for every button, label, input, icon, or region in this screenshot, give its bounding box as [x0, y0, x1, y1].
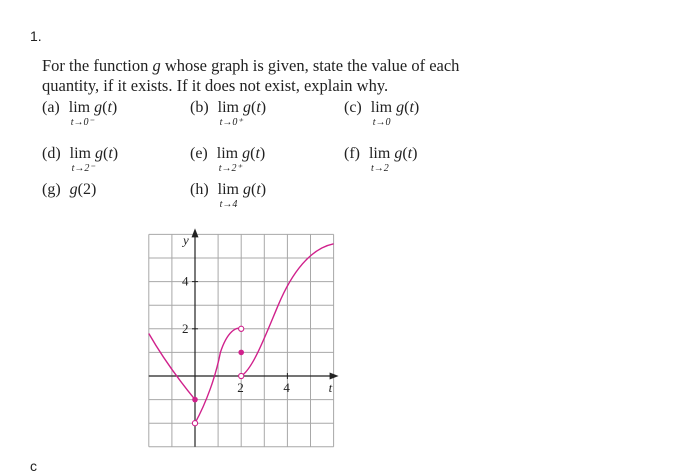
limit-subscript: t→2 — [370, 163, 389, 174]
part-expression: g(t) — [95, 145, 119, 162]
t-axis-label: t — [328, 380, 333, 395]
part-expression: g(t) — [396, 99, 420, 116]
x-tick-label: 2 — [237, 380, 244, 395]
part-expression: g(t) — [243, 99, 267, 116]
open-point — [192, 421, 197, 426]
part-label: (f) — [344, 145, 360, 162]
y-tick-label: 2 — [182, 320, 189, 336]
limit-subscript: t→2⁺ — [218, 163, 242, 174]
problem-number: 1. — [30, 28, 42, 44]
prompt-variable: g — [152, 56, 161, 75]
prompt-text-start: For the function — [42, 56, 153, 75]
x-tick-label: 4 — [283, 380, 290, 395]
open-point — [239, 373, 244, 378]
part-label: (a) — [42, 99, 60, 116]
limit-subscript: t→0 — [372, 117, 391, 128]
part-expression: g(t) — [394, 145, 418, 162]
limit-subscript: t→2⁻ — [71, 163, 95, 174]
part-label: (c) — [344, 99, 362, 116]
limit-operator: lim t→0 — [370, 99, 393, 128]
limit-operator: lim t→2⁺ — [216, 145, 242, 174]
limit-operator: lim t→0⁺ — [217, 99, 243, 128]
limit-operator: lim t→0⁻ — [68, 99, 94, 128]
limit-operator: lim t→4 — [217, 181, 239, 210]
part-expression: g(t) — [94, 99, 118, 116]
part-expression: g(2) — [69, 181, 97, 198]
part-expression: g(t) — [243, 181, 267, 198]
open-point — [239, 326, 244, 331]
limit-subscript: t→4 — [219, 199, 238, 210]
y-tick-label: 4 — [182, 273, 189, 289]
part-label: (h) — [190, 181, 209, 198]
filled-point — [238, 350, 244, 356]
limit-subscript: t→0⁺ — [219, 117, 243, 128]
part-label: (b) — [190, 99, 209, 116]
part-label: (g) — [42, 181, 61, 198]
y-axis-arrow — [192, 228, 199, 237]
part-expression: g(t) — [242, 145, 266, 162]
filled-point — [192, 397, 198, 403]
next-problem-fragment: c — [30, 458, 37, 474]
y-axis-label: y — [183, 232, 189, 248]
part-label: (d) — [42, 145, 61, 162]
limit-operator: lim t→2 — [368, 145, 391, 174]
prompt-text-end: whose graph is given, state the value of each quantity, if it exists. If it does not exist, explain why. — [42, 56, 460, 95]
limit-operator: lim t→2⁻ — [69, 145, 95, 174]
limit-subscript: t→0⁻ — [70, 117, 94, 128]
part-label: (e) — [190, 145, 208, 162]
